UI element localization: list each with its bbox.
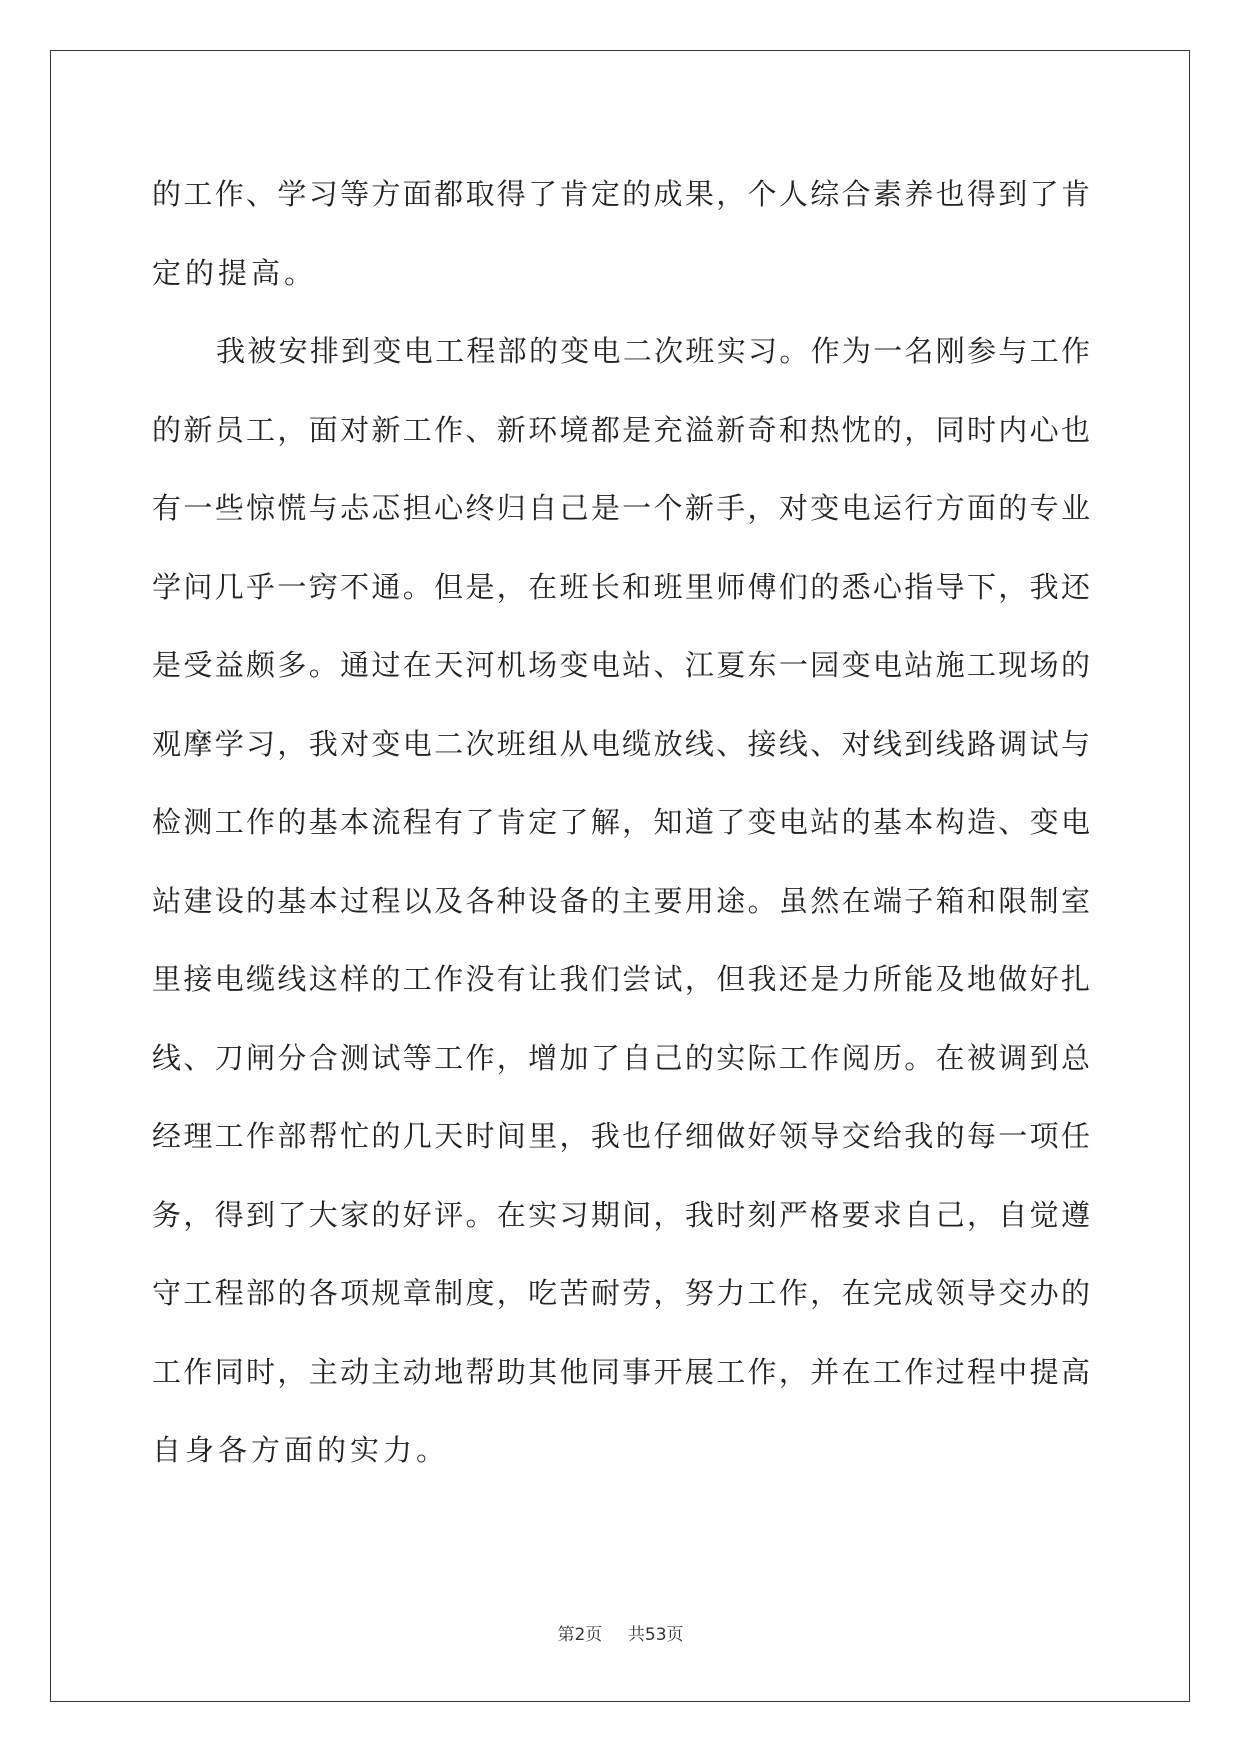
text-line: 自身各方面的实力。 <box>152 1433 450 1467</box>
document-body <box>152 155 1090 1490</box>
text-line: 观摩学习，我对变电二次班组从电缆放线、接线、对线到线路调试与 <box>152 726 1090 761</box>
text-line: 的新员工，面对新工作、新环境都是充溢新奇和热忱的，同时内心也 <box>152 412 1090 447</box>
text-line: 我被安排到变电工程部的变电二次班实习。作为一名刚参与工作 <box>216 334 1090 368</box>
page-total: 共53页 <box>627 1625 684 1645</box>
page-footer <box>0 1620 1241 1645</box>
page-number: 第2页 <box>557 1625 603 1645</box>
text-line: 务，得到了大家的好评。在实习期间，我时刻严格要求自己，自觉遵 <box>152 1197 1090 1232</box>
text-line: 守工程部的各项规章制度，吃苦耐劳，努力工作，在完成领导交办的 <box>152 1276 1090 1310</box>
text-line: 经理工作部帮忙的几天时间里，我也仔细做好领导交给我的每一项任 <box>152 1119 1090 1153</box>
text-line: 线、刀闸分合测试等工作，增加了自己的实际工作阅历。在被调到总 <box>152 1040 1090 1075</box>
text-line: 有一些惊慌与忐忑担心终归自己是一个新手，对变电运行方面的专业 <box>152 491 1090 525</box>
text-line: 的工作、学习等方面都取得了肯定的成果，个人综合素养也得到了肯 <box>152 177 1090 211</box>
paragraph <box>152 312 1090 1490</box>
text-line: 定的提高。 <box>152 255 318 290</box>
paragraph <box>152 155 1090 312</box>
text-line: 学问几乎一窍不通。但是，在班长和班里师傅们的悉心指导下，我还 <box>152 569 1090 604</box>
text-line: 里接电缆线这样的工作没有让我们尝试，但我还是力所能及地做好扎 <box>152 962 1090 996</box>
text-line: 检测工作的基本流程有了肯定了解，知道了变电站的基本构造、变电 <box>152 805 1090 839</box>
text-line: 工作同时，主动主动地帮助其他同事开展工作，并在工作过程中提高 <box>152 1354 1090 1389</box>
text-line: 是受益颇多。通过在天河机场变电站、江夏东一园变电站施工现场的 <box>152 648 1090 682</box>
text-line: 站建设的基本过程以及各种设备的主要用途。虽然在端子箱和限制室 <box>152 883 1090 918</box>
